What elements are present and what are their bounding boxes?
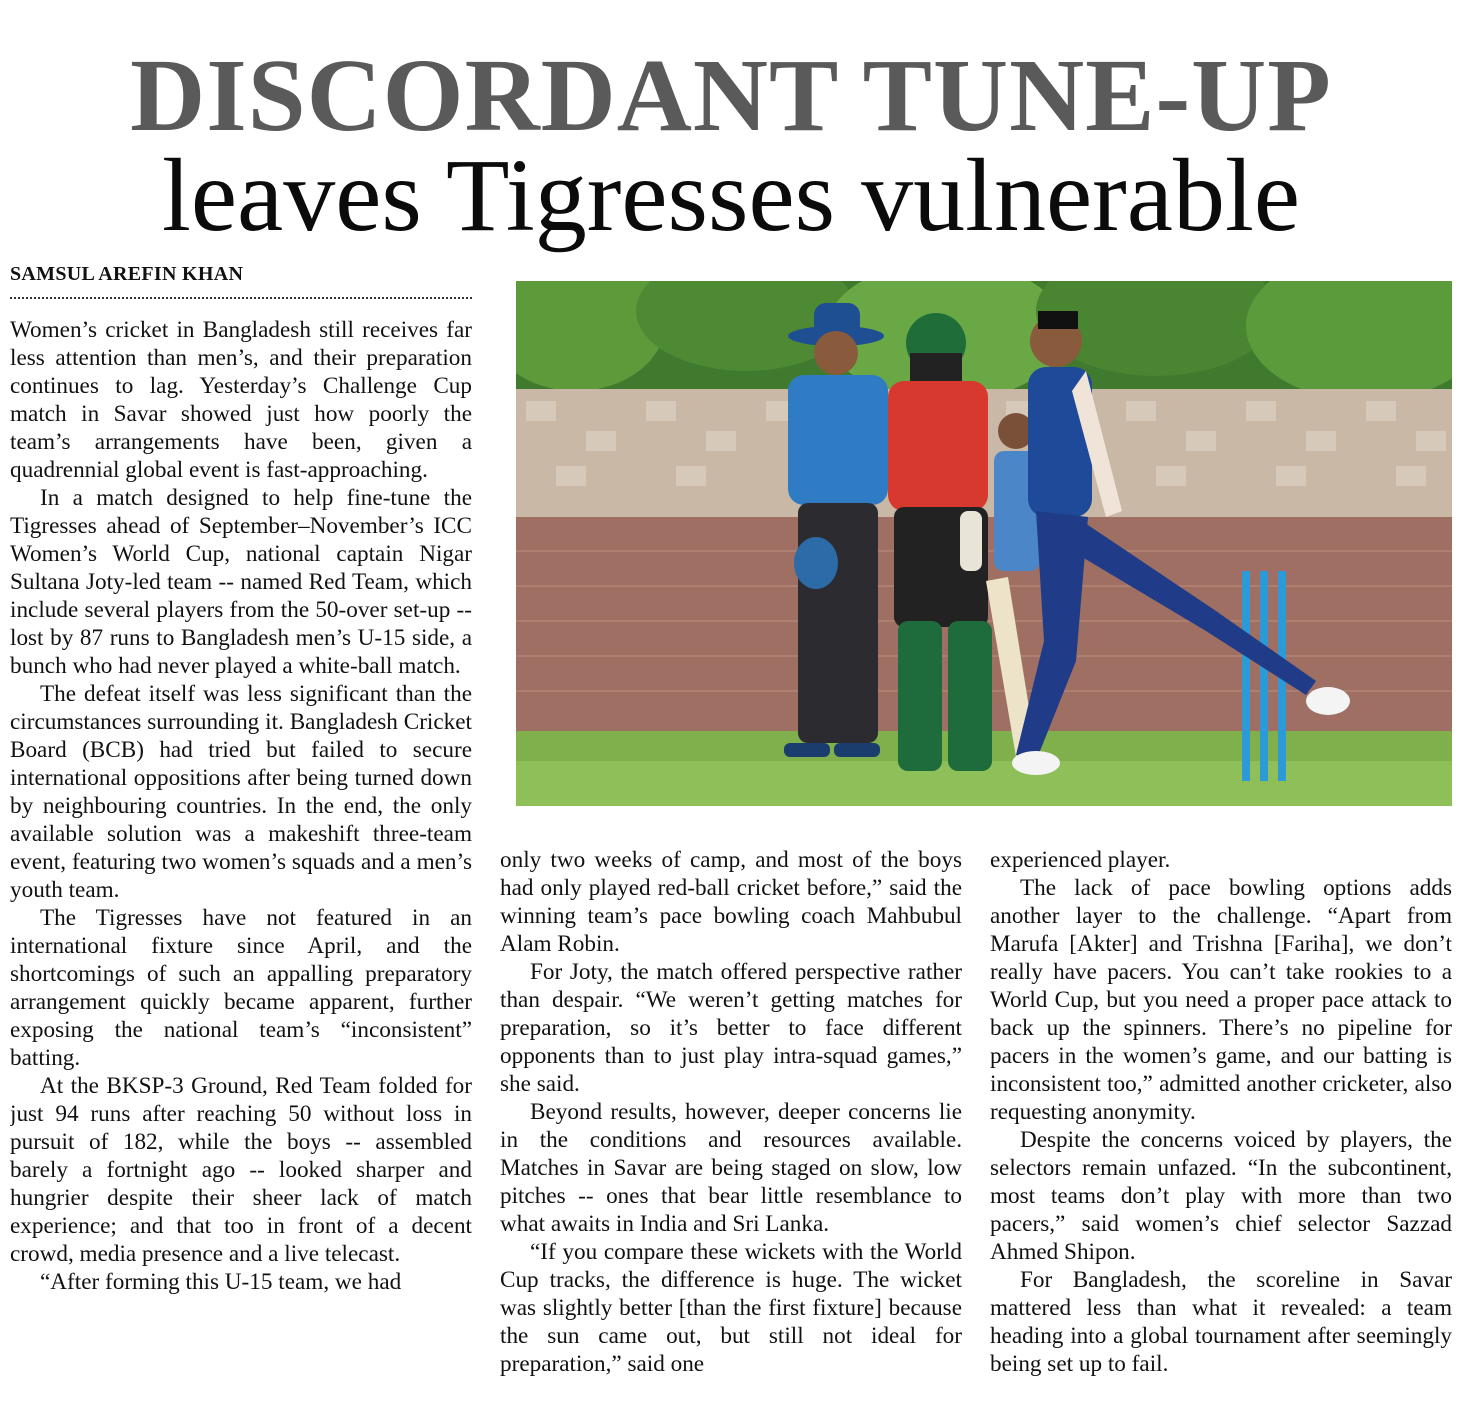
paragraph: experienced player. — [990, 847, 1171, 873]
paragraph: The defeat itself was less significant than the circumstances surrounding it. Bangladesh Cricket Board (BCB) had tried but failed to secure international oppositions after being turned down by neighbouring countries. In the end, the only available solution was a makeshift three-team event, featuring two women’s squads and a men’s youth team. — [10, 681, 472, 903]
paragraph: “After forming this U-15 team, we had — [40, 1269, 402, 1295]
paragraph: At the BKSP-3 Ground, Red Team folded for just 94 runs after reaching 50 without loss in pursuit of 182, while the boys -- assembled barely a fortnight ago -- looked sharper and hungrier despite their sheer lack of match experience; and that too in front of a decent crowd, media presence and a live telecast. — [10, 1073, 472, 1267]
paragraph: The Tigresses have not featured in an international fixture since April, and the shortcomings of such an appalling preparatory arrangement quickly became apparent, further exposing the national team’s “inconsistent” batting. — [10, 905, 472, 1071]
byline: SAMSUL AREFIN KHAN — [10, 263, 244, 285]
paragraph: For Bangladesh, the scoreline in Savar mattered less than what it revealed: a team heading into a global tournament after seemingly being set up to fail. — [990, 1267, 1452, 1377]
article-column-1 — [10, 316, 472, 1408]
article-column-3 — [990, 846, 1452, 1408]
paragraph: In a match designed to help fine-tune the Tigresses ahead of September–November’s ICC Women’s World Cup, national captain Nigar Sultana Joty-led team -- named Red Team, which include several players from the 50-over set-up -- lost by 87 runs to Bangladesh men’s U-15 side, a bunch who had never played a white-ball match. — [10, 485, 472, 679]
headline-sub: leaves Tigresses vulnerable — [161, 138, 1300, 253]
paragraph: Women’s cricket in Bangladesh still receives far less attention than men’s, and their preparation continues to lag. Yesterday’s Challenge Cup match in Savar showed just how poorly the team’s arrangements have been, given a quadrennial global event is fast-approaching. — [10, 317, 472, 483]
paragraph: Beyond results, however, deeper concerns lie in the conditions and resources available. Matches in Savar are being staged on slow, low pitches -- ones that bear little resemblance to what awaits in India and Sri Lanka. — [500, 1099, 962, 1237]
byline-divider — [10, 297, 472, 299]
paragraph: The lack of pace bowling options adds another layer to the challenge. “Apart from Marufa [Akter] and Trishna [Fariha], we don’t really have pacers. You can’t take rookies to a World Cup, but you need a proper pace attack to back up the spinners. There’s no pipeline for pacers in the women’s game, and our batting is inconsistent too,” admitted another cricketer, also requesting anonymity. — [990, 875, 1452, 1125]
headline-main: DISCORDANT TUNE-UP — [130, 38, 1332, 153]
paragraph: For Joty, the match offered perspective rather than despair. “We weren’t getting matches for preparation, so it’s better to face different opponents than to just play intra-squad games,” she said. — [500, 959, 962, 1097]
paragraph: “If you compare these wickets with the World Cup tracks, the difference is huge. The wicket was slightly better [than the first fixture] because the sun came out, but still not ideal for preparation,” said one — [500, 1239, 962, 1377]
paragraph: only two weeks of camp, and most of the boys had only played red-ball cricket before,” said the winning team’s pace bowling coach Mahbubul Alam Robin. — [500, 847, 962, 957]
paragraph: Despite the concerns voiced by players, the selectors remain unfazed. “In the subcontinent, most teams don’t play with more than two pacers,” said women’s chief selector Sazzad Ahmed Shipon. — [990, 1127, 1452, 1265]
match-photo — [516, 281, 1452, 806]
article-column-2 — [500, 846, 962, 1408]
